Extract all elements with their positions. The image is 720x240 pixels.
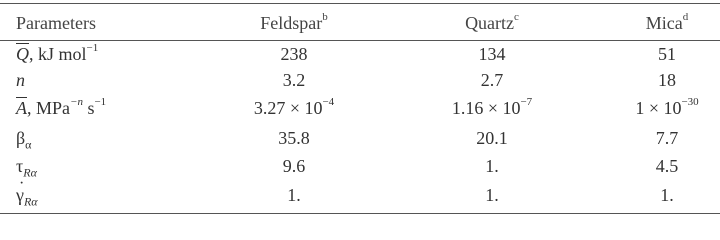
header-mica bbox=[585, 8, 720, 36]
cell-quartz: 20.1 bbox=[476, 128, 508, 148]
n-symbol: n bbox=[16, 70, 25, 90]
table-row bbox=[0, 154, 720, 178]
mica-mantissa: 1 × 10 bbox=[635, 98, 682, 118]
tau-subscript: Rα bbox=[23, 165, 37, 180]
a-symbol: $\overline{A}$ bbox=[16, 98, 27, 118]
cell-feldspar: 35.8 bbox=[278, 128, 310, 148]
row-param-tau bbox=[16, 154, 216, 178]
gamma-dot-subscript: Rα bbox=[23, 194, 38, 209]
header-quartz-label: Quartz bbox=[465, 13, 515, 33]
table-header-row bbox=[0, 8, 720, 36]
quartz-mantissa: 1.16 × 10 bbox=[451, 98, 521, 118]
cell-mica: 1. bbox=[660, 185, 674, 205]
feldspar-exponent: −4 bbox=[322, 96, 335, 108]
header-mica-label: Mica bbox=[645, 13, 683, 33]
row-param-a bbox=[16, 96, 216, 120]
cell-quartz: 1. bbox=[485, 185, 499, 205]
table-row bbox=[0, 183, 720, 207]
cell-mica: 18 bbox=[658, 70, 676, 90]
cell-mica: 7.7 bbox=[655, 128, 679, 148]
header-feldspar bbox=[212, 8, 376, 36]
beta-symbol: β bbox=[16, 128, 26, 148]
cell-mica: 4.5 bbox=[655, 156, 679, 176]
header-parameters-label: Parameters bbox=[16, 13, 96, 33]
header-feldspar-label: Feldspar bbox=[260, 13, 323, 33]
bottom-rule bbox=[0, 213, 720, 214]
table-row bbox=[0, 96, 720, 120]
cell-feldspar: 3.2 bbox=[282, 70, 306, 90]
cell-feldspar: 9.6 bbox=[282, 156, 306, 176]
quartz-exponent: −7 bbox=[520, 96, 533, 108]
cell-feldspar: 1. bbox=[287, 185, 301, 205]
header-parameters bbox=[16, 8, 216, 36]
table-row bbox=[0, 42, 720, 66]
table-row bbox=[0, 126, 720, 150]
table-row bbox=[0, 68, 720, 92]
q-symbol: $\overline{Q}$ bbox=[16, 44, 29, 64]
cell-mica bbox=[585, 96, 720, 120]
header-rule bbox=[0, 40, 720, 41]
q-unit-exponent: −1 bbox=[86, 42, 99, 54]
cell-quartz bbox=[410, 96, 574, 120]
row-param-q bbox=[16, 42, 216, 66]
a-unit-seconds: s bbox=[82, 98, 95, 118]
cell-quartz: 134 bbox=[478, 44, 506, 64]
a-unit-seconds-exponent: −1 bbox=[94, 96, 107, 108]
top-rule bbox=[0, 3, 720, 4]
header-quartz-footnote: c bbox=[514, 11, 519, 23]
cell-quartz: 1. bbox=[485, 156, 499, 176]
a-unit: , MPa bbox=[27, 98, 71, 118]
cell-feldspar bbox=[212, 96, 376, 120]
q-unit: , kJ mol bbox=[29, 44, 87, 64]
gamma-dot-symbol: · γ bbox=[16, 183, 24, 207]
feldspar-mantissa: 3.27 × 10 bbox=[253, 98, 323, 118]
row-param-n bbox=[16, 68, 216, 92]
cell-feldspar: 238 bbox=[280, 44, 308, 64]
row-param-gamma-dot bbox=[16, 183, 216, 207]
row-param-beta bbox=[16, 126, 216, 150]
header-feldspar-footnote: b bbox=[322, 11, 328, 23]
cell-mica: 51 bbox=[658, 44, 676, 64]
header-mica-footnote: d bbox=[682, 11, 689, 23]
beta-subscript: α bbox=[25, 137, 32, 152]
tau-symbol: τ bbox=[16, 156, 24, 176]
a-unit-exponent: −n bbox=[70, 96, 83, 108]
header-quartz bbox=[410, 8, 574, 36]
mica-exponent: −30 bbox=[681, 96, 699, 108]
cell-quartz: 2.7 bbox=[480, 70, 504, 90]
